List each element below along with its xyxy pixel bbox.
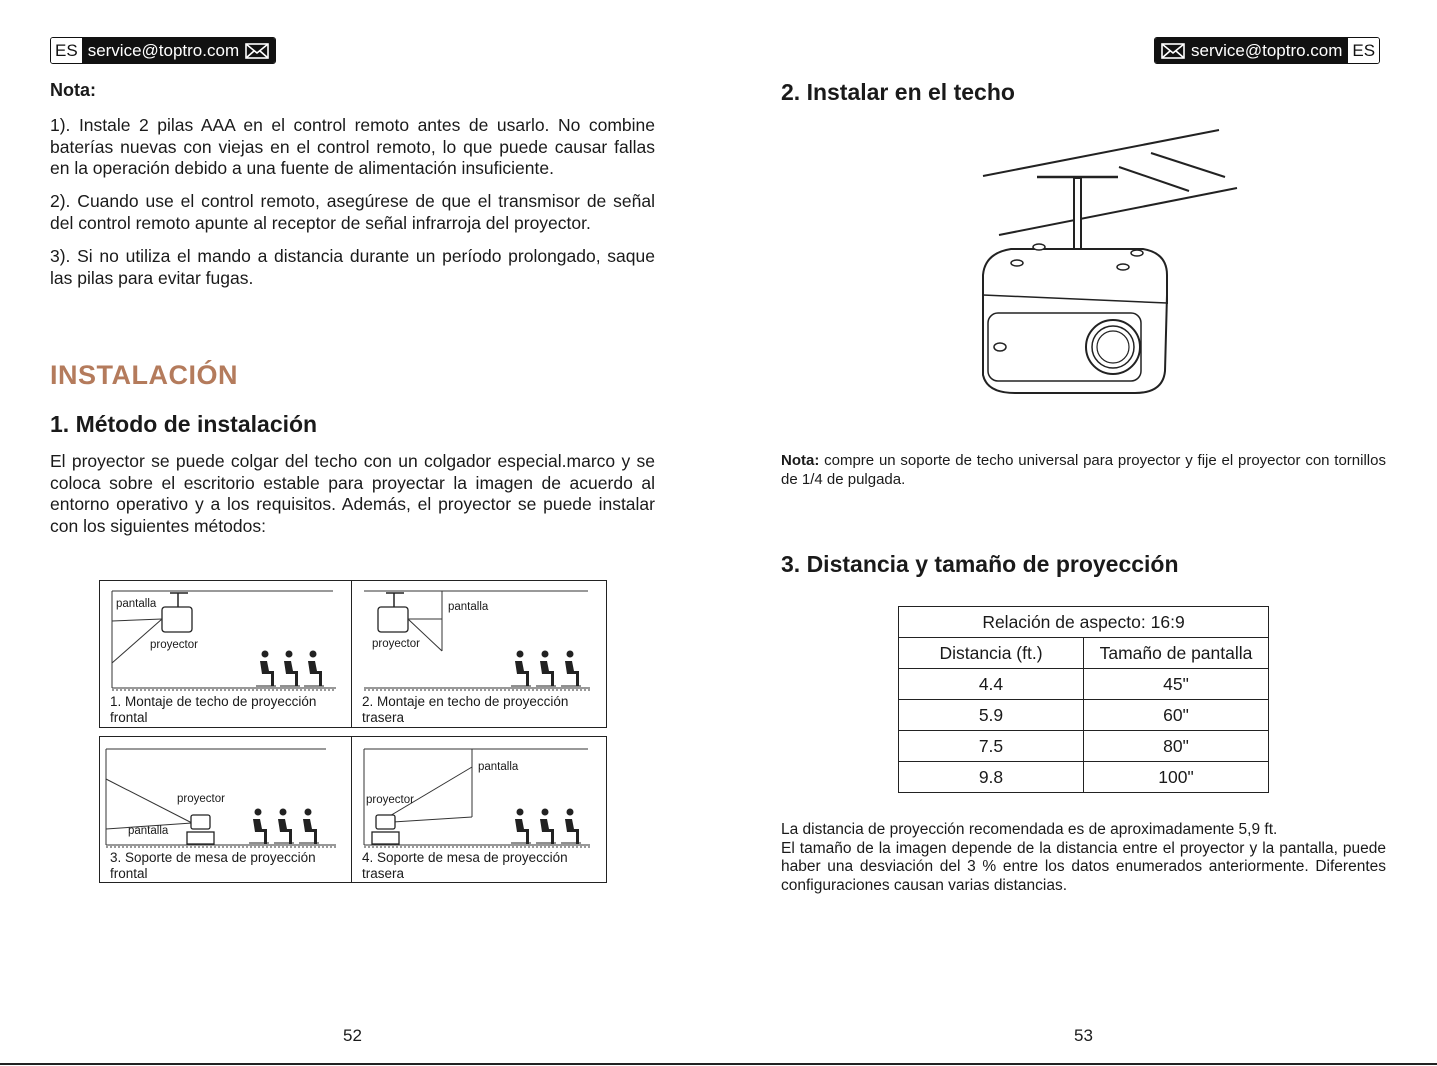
distance-paragraph: La distancia de proyección recomendada es de aproximadamente 5,9 ft. El tamaño de la imagen depende de la distancia entre el proyector y la pantalla, puede haber una desviación del 3 % entre los datos enumerados anteriormente. Diferentes configuraciones causan varias distancias. bbox=[781, 821, 1386, 894]
page-number-right: 53 bbox=[1074, 1026, 1093, 1045]
section-title: INSTALACIÓN bbox=[50, 360, 238, 390]
projector-label: proyector bbox=[372, 638, 420, 650]
bottom-rule bbox=[0, 1063, 1437, 1065]
table-row: 5.9 60" bbox=[899, 700, 1269, 731]
screen-label: pantalla bbox=[128, 825, 169, 837]
method-text: El proyector se puede colgar del techo con un colgador especial.marco y se coloca sobre el escritorio estable para proyectar la imagen de acuerdo al entorno operativo y a los requisitos. Además, el proyector se puede instalar con los siguientes métodos: bbox=[50, 451, 655, 536]
ceiling-mount-illustration bbox=[975, 125, 1245, 400]
nota-item-1: 1). Instale 2 pilas AAA en el control remoto antes de usarlo. No combine baterías nuevas con viejas en el control remoto, lo que puede causar fallas en la operación debido a una fuente de alimentación insuficiente. bbox=[50, 115, 655, 178]
screen-label: pantalla bbox=[478, 761, 519, 773]
mail-icon bbox=[1161, 43, 1185, 59]
nota-item-3: 3). Si no utiliza el mando a distancia durante un período prolongado, saque las pilas para evitar fugas. bbox=[50, 246, 655, 288]
table-row: 9.8 100" bbox=[899, 762, 1269, 793]
language-code: ES bbox=[51, 38, 82, 63]
ceiling-title: 2. Instalar en el techo bbox=[781, 79, 1015, 105]
table-row: 7.5 80" bbox=[899, 731, 1269, 762]
header-email: service@toptro.com bbox=[87, 40, 240, 60]
diagram-caption: 1. Montaje de techo de proyección frontal bbox=[110, 694, 317, 725]
table-header-size: Tamaño de pantalla bbox=[1084, 638, 1269, 669]
header-email: service@toptro.com bbox=[1191, 40, 1343, 60]
language-code: ES bbox=[1348, 38, 1379, 63]
screen-label: pantalla bbox=[448, 601, 489, 613]
header-badge-right bbox=[1154, 37, 1380, 64]
table-caption: Relación de aspecto: 16:9 bbox=[899, 607, 1269, 638]
table-header-distance: Distancia (ft.) bbox=[899, 638, 1084, 669]
nota-item-2: 2). Cuando use el control remoto, asegúrese de que el transmisor de señal del control remoto apunte al receptor de señal infrarroja del proyector. bbox=[50, 191, 655, 233]
method-title: 1. Método de instalación bbox=[50, 411, 318, 437]
ceiling-note bbox=[781, 451, 1386, 489]
note-text: compre un soporte de techo universal para proyector y fije el proyector con tornillos de 1/4 de pulgada. bbox=[781, 452, 1386, 488]
page-number-left: 52 bbox=[343, 1026, 362, 1045]
diagram-caption: 3. Soporte de mesa de proyección frontal bbox=[110, 850, 316, 881]
note-label: Nota: bbox=[781, 452, 820, 469]
distance-title: 3. Distancia y tamaño de proyección bbox=[781, 551, 1179, 577]
projector-label: proyector bbox=[177, 793, 225, 805]
projector-label: proyector bbox=[366, 794, 414, 806]
distance-table bbox=[898, 606, 1269, 793]
table-row: 4.4 45" bbox=[899, 669, 1269, 700]
screen-label: pantalla bbox=[116, 598, 157, 610]
diagram-caption: 4. Soporte de mesa de proyección trasera bbox=[362, 850, 568, 881]
diagram-caption: 2. Montaje en techo de proyección trasera bbox=[362, 694, 569, 725]
projector-label: proyector bbox=[150, 639, 198, 651]
nota-title: Nota: bbox=[50, 80, 96, 100]
